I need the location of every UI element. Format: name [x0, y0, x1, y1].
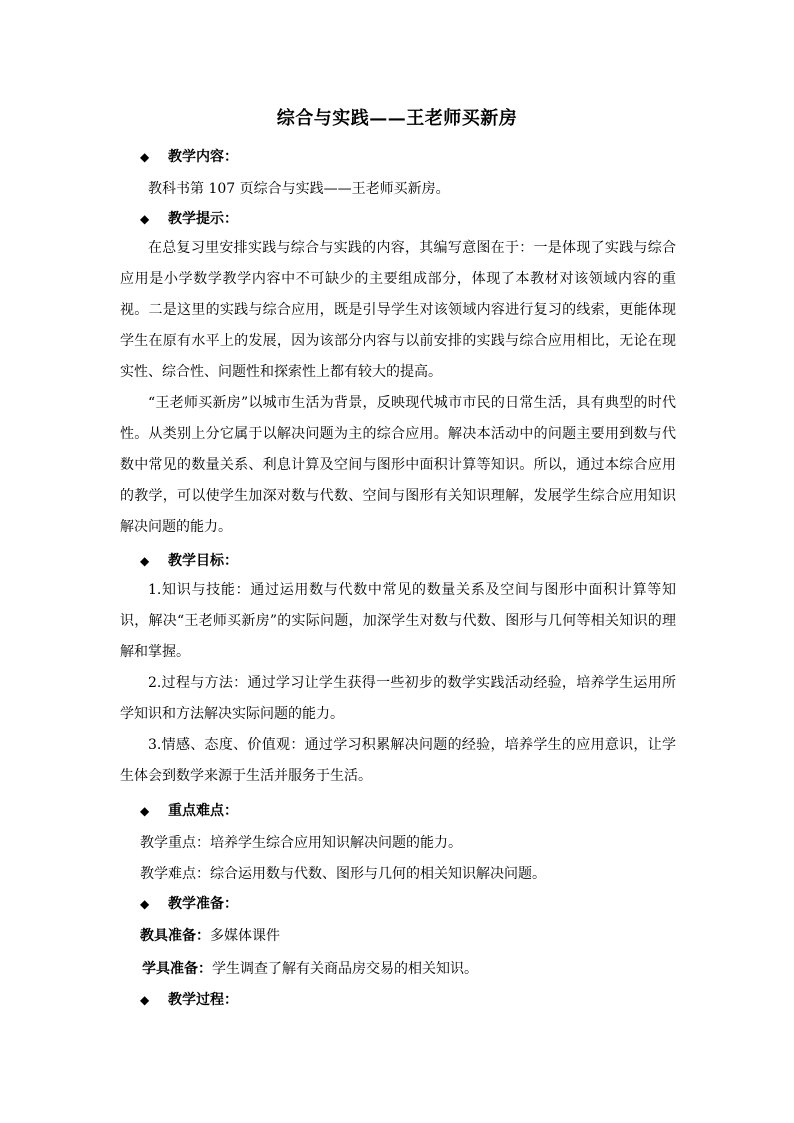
prep-teacher-text: 多媒体课件 — [210, 928, 280, 944]
bullet-icon: ◆ — [140, 554, 150, 568]
hint-paragraph-1: 在总复习里安排实践与综合与实践的内容，其编写意图在于：一是体现了实践与综合应用是小学数学教学内容中不可缺少的主要组成部分，体现了本教材对该领域内容的重视。二是这里的实践与综合应用，既是引导学生对该领域内容进行复习的线索，更能体现学生在原有水平上的发展，因为该部分内容与以前安排的实践与综合应用相比，无论在现实性、综合性、问题性和探索性上都有较大的提高。 — [120, 240, 676, 380]
key-focus: 教学重点：培养学生综合应用知识解决问题的能力。 — [140, 835, 462, 851]
section-heading-content — [140, 146, 238, 166]
page-title: 综合与实践——王老师买新房 — [276, 108, 518, 129]
goal-3: 3.情感、态度、价值观：通过学习积累解决问题的经验，培养学生的应用意识，让学生体会到数学来源于生活并服务于生活。 — [120, 737, 676, 784]
prep-teacher — [140, 925, 280, 945]
key-difficulty: 教学难点：综合运用数与代数、图形与几何的相关知识解决问题。 — [140, 866, 546, 882]
section-heading-prep — [140, 893, 238, 913]
heading-text: 重点难点： — [168, 803, 238, 819]
content-text: 教科书第 107 页综合与实践——王老师买新房。 — [148, 181, 450, 197]
heading-text: 教学过程： — [168, 992, 238, 1008]
section-heading-goals — [140, 550, 238, 570]
section-heading-hint — [140, 208, 238, 228]
prep-student-text: 学生调查了解有关商品房交易的相关知识。 — [212, 961, 478, 977]
goal-1: 1.知识与技能：通过运用数与代数中常见的数量关系及空间与图形中面积计算等知识，解决“王老师买新房”的实际问题，加深学生对数与代数、图形与几何等相关知识的理解和掌握。 — [120, 582, 676, 660]
heading-text: 教学准备： — [168, 896, 238, 912]
bullet-icon: ◆ — [140, 150, 150, 164]
bullet-icon: ◆ — [140, 897, 150, 911]
section-heading-key — [140, 800, 238, 820]
section-heading-process — [140, 989, 238, 1009]
heading-text: 教学目标： — [168, 553, 238, 569]
hint-paragraph-2: “王老师买新房”以城市生活为背景，反映现代城市市民的日常生活，具有典型的时代性。从类别上分它属于以解决问题为主的综合应用。解决本活动中的问题主要用到数与代数中常见的数量关系、利息计算及空间与图形中面积计算等知识。所以，通过本综合应用的教学，可以使学生加深对数与代数、空间与图形有关知识理解，发展学生综合应用知识解决问题的能力。 — [120, 395, 676, 535]
prep-student-label: 学具准备： — [142, 961, 212, 977]
prep-student — [142, 958, 478, 978]
goal-2: 2.过程与方法：通过学习让学生获得一些初步的数学实践活动经验，培养学生运用所学知识和方法解决实际问题的能力。 — [120, 675, 676, 722]
prep-teacher-label: 教具准备： — [140, 928, 210, 944]
bullet-icon: ◆ — [140, 993, 150, 1007]
bullet-icon: ◆ — [140, 804, 150, 818]
heading-text: 教学提示： — [168, 211, 238, 227]
bullet-icon: ◆ — [140, 212, 150, 226]
heading-text: 教学内容： — [168, 149, 238, 165]
